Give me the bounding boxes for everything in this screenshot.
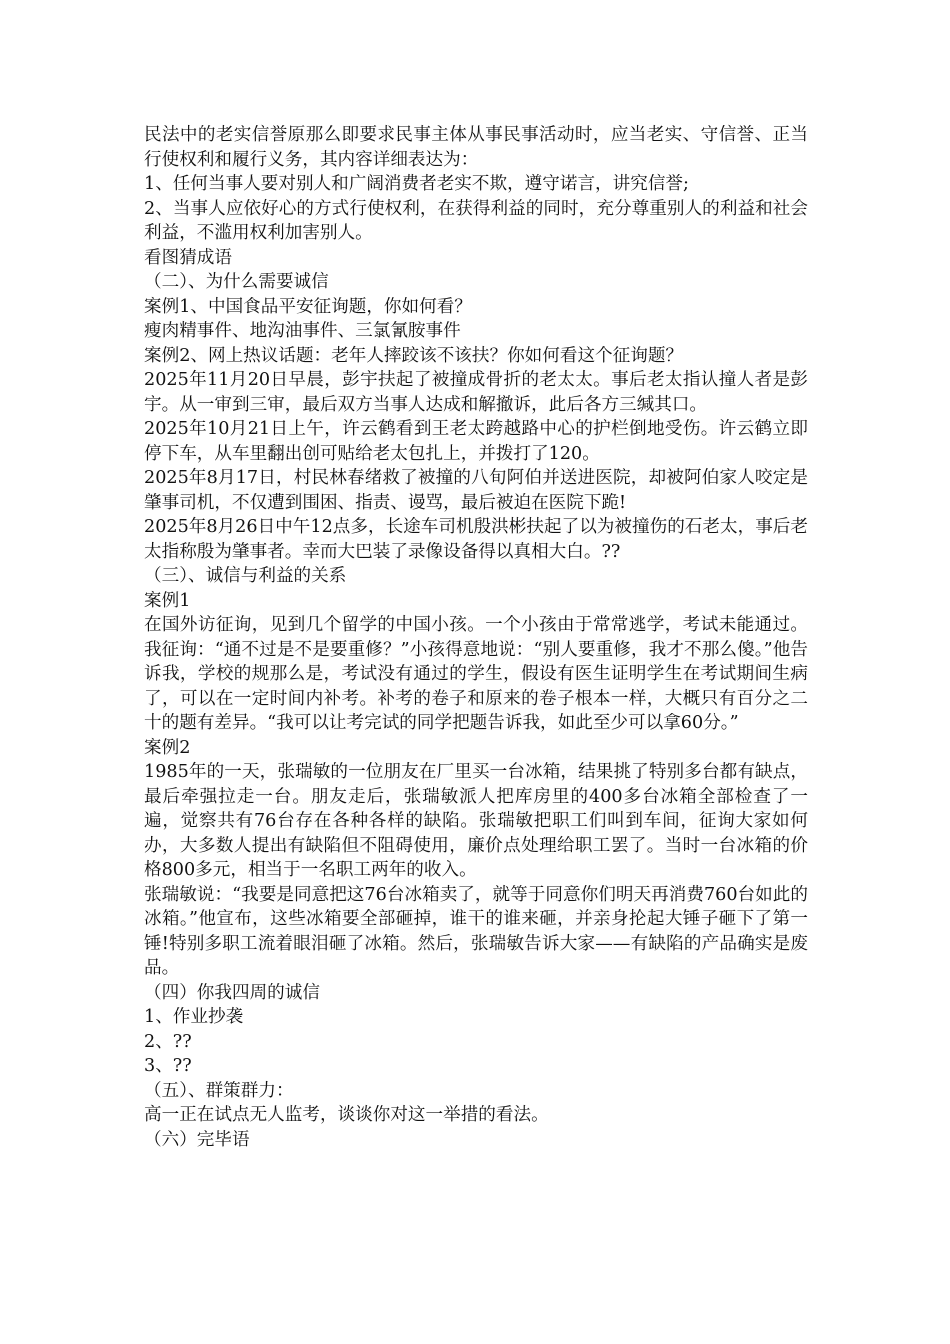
body-paragraph: 民法中的老实信誉原那么即要求民事主体从事民事活动时，应当老实、守信誉、正当行使权利和履行义务，其内容详细表达为： — [144, 125, 808, 170]
section-heading: （五）、群策群力： — [144, 1080, 294, 1101]
list-item: 3、?? — [144, 1056, 192, 1076]
body-paragraph: 1985年的一天，张瑞敏的一位朋友在厂里买一台冰箱，结果挑了特别多台都有缺点，最后牵强拉走一台。朋友走后，张瑞敏派人把库房里的400多台冰箱全部检查了一遍，觉察共有76台存在各种各样的缺陷。张瑞敏把职工们叫到车间，征询大家如何办，大多数人提出有缺陷但不阻碍使用，廉价点处理给职工罢了。当时一台冰箱的价格800多元，相当于一名职工两年的收入。 — [144, 762, 808, 880]
body-paragraph: 2025年10月21日上午，许云鹤看到王老太跨越路中心的护栏倒地受伤。许云鹤立即停下车，从车里翻出创可贴给老太包扎上，并拨打了120。 — [144, 419, 808, 464]
case-title: 案例2、网上热议话题：老年人摔跤该不该扶？你如何看这个征询题？ — [144, 345, 684, 366]
section-heading: （三）、诚信与利益的关系 — [144, 566, 347, 586]
section-heading: （六）完毕语 — [144, 1129, 250, 1150]
document-page — [144, 123, 808, 1152]
list-item: 2、当事人应依好心的方式行使权利，在获得利益的同时，充分尊重别人的利益和社会利益，不滥用权利加害别人。 — [144, 198, 808, 243]
body-paragraph: 瘦肉精事件、地沟油事件、三氯氰胺事件 — [144, 321, 461, 341]
list-item: 1、作业抄袭 — [144, 1007, 244, 1027]
body-paragraph: 2025年8月17日，村民林春绪救了被撞的八旬阿伯并送进医院，却被阿伯家人咬定是肇事司机，不仅遭到围困、指责、谩骂，最后被迫在医院下跪! — [144, 468, 808, 513]
section-heading: 看图猜成语 — [144, 247, 232, 268]
case-title: 案例2 — [144, 737, 191, 758]
section-heading: （四）你我四周的诚信 — [144, 982, 320, 1003]
body-paragraph: 2025年8月26日中午12点多，长途车司机殷洪彬扶起了以为被撞伤的石老太，事后老太指称殷为肇事者。幸而大巴装了录像设备得以真相大白。?? — [144, 517, 808, 562]
case-title: 案例1 — [144, 590, 191, 611]
list-item: 2、?? — [144, 1031, 192, 1052]
body-paragraph: 在国外访征询，见到几个留学的中国小孩。一个小孩由于常常逃学，考试未能通过。我征询：“通不过是不是要重修？”小孩得意地说：“别人要重修，我才不那么傻。”他告诉我，学校的规那么是，考试没有通过的学生，假设有医生证明学生在考试期间生病了，可以在一定时间内补考。补考的卷子和原来的卷子根本一样，大概只有百分之二十的题有差异。“我可以让考完试的同学把题告诉我，如此至少可以拿60分。” — [144, 615, 808, 733]
body-paragraph: 高一正在试点无人监考，谈谈你对这一举措的看法。 — [144, 1105, 549, 1125]
section-heading: （二）、为什么需要诚信 — [144, 272, 329, 292]
body-paragraph: 张瑞敏说：“我要是同意把这76台冰箱卖了，就等于同意你们明天再消费760台如此的冰箱。”他宣布，这些冰箱要全部砸掉，谁干的谁来砸，并亲身抡起大锤子砸下了第一锤!特别多职工流着眼泪砸了冰箱。然后，张瑞敏告诉大家——有缺陷的产品确实是废品。 — [144, 884, 808, 978]
case-title: 案例1、中国食品平安征询题，你如何看？ — [144, 296, 472, 317]
body-paragraph: 2025年11月20日早晨，彭宇扶起了被撞成骨折的老太太。事后老太指认撞人者是彭宇。从一审到三审，最后双方当事人达成和解撤诉，此后各方三缄其口。 — [144, 370, 808, 415]
list-item: 1、任何当事人要对别人和广阔消费者老实不欺，遵守诺言，讲究信誉; — [144, 174, 689, 194]
